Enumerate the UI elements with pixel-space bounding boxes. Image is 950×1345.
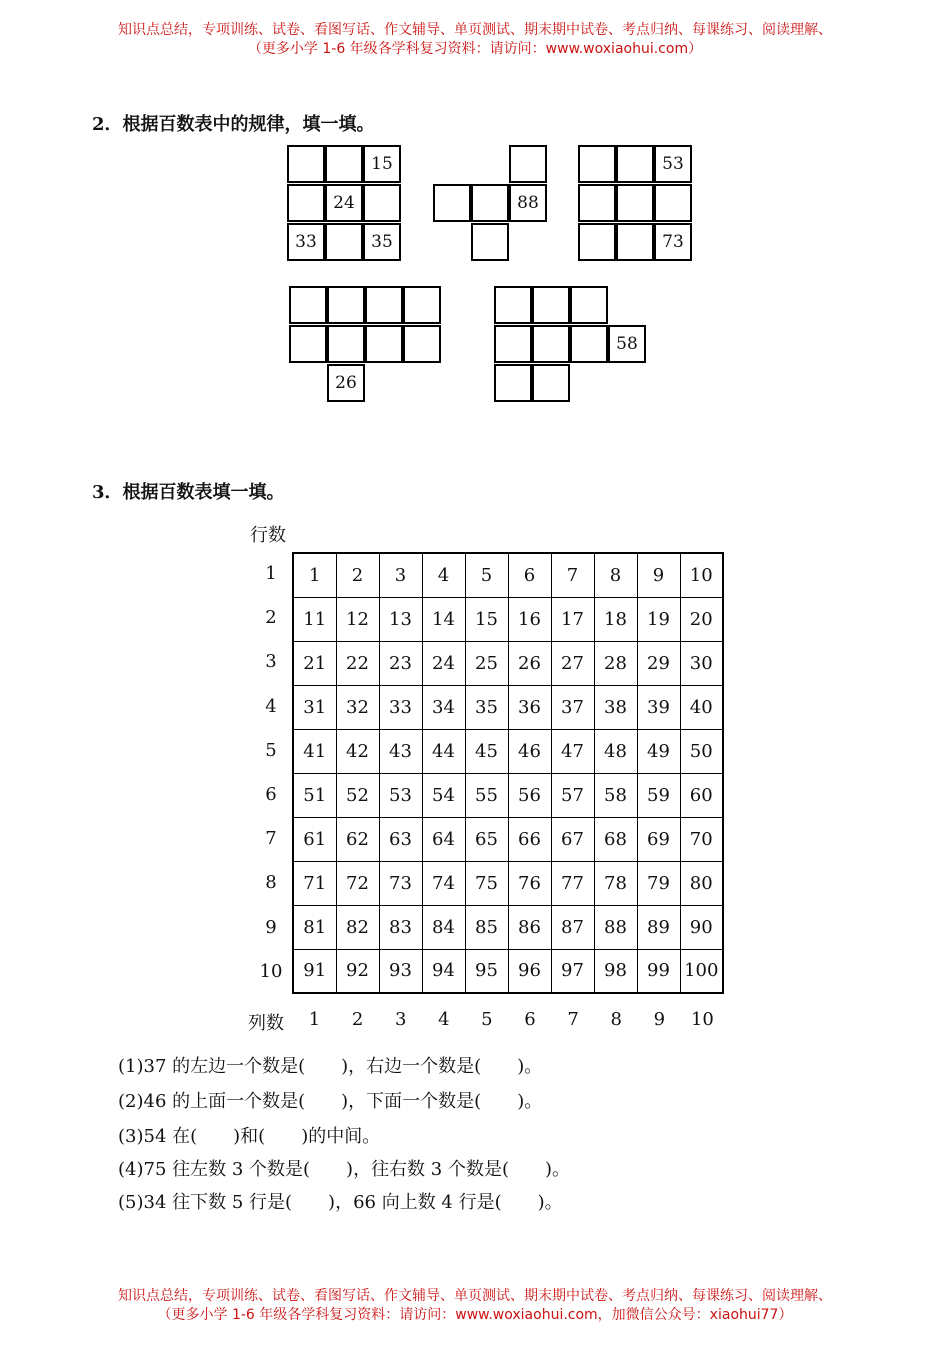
header-banner-line1: 知识点总结，专项训练、试卷、看图写话、作文辅导、单页测试、期末期中试卷、考点归纳、每课练习、阅读理解、: [118, 22, 832, 38]
table-row: [293, 729, 723, 773]
fragment-cell: 53: [654, 145, 692, 183]
fragment-cell: [494, 325, 532, 363]
table-cell: 45: [465, 729, 508, 773]
table-cell: 83: [379, 905, 422, 949]
table-row: [293, 553, 723, 597]
table-cell: 20: [680, 597, 723, 641]
fragment-cell: [363, 184, 401, 222]
table-cell: 33: [379, 685, 422, 729]
col-label: 9: [653, 1009, 666, 1030]
row-label: 5: [265, 739, 277, 761]
table-cell: 40: [680, 685, 723, 729]
table-cell: 9: [637, 553, 680, 597]
fragment-cell: [287, 145, 325, 183]
table-cell: 56: [508, 773, 551, 817]
fragment-cell: [616, 223, 654, 261]
table-cell: 93: [379, 949, 422, 993]
table-cell: 6: [508, 553, 551, 597]
table-cell: 4: [422, 553, 465, 597]
fragment-cell: [570, 286, 608, 324]
table-cell: 19: [637, 597, 680, 641]
fragment-cell: [365, 286, 403, 324]
table-cell: 36: [508, 685, 551, 729]
table-cell: 67: [551, 817, 594, 861]
fragment-cell: [532, 364, 570, 402]
fragment-cell: 15: [363, 145, 401, 183]
table-cell: 92: [336, 949, 379, 993]
table-cell: 46: [508, 729, 551, 773]
table-cell: 72: [336, 861, 379, 905]
table-cell: 57: [551, 773, 594, 817]
row-label: 10: [259, 960, 283, 982]
table-cell: 58: [594, 773, 637, 817]
table-cell: 87: [551, 905, 594, 949]
table-cell: 42: [336, 729, 379, 773]
table-cell: 59: [637, 773, 680, 817]
table-cell: 54: [422, 773, 465, 817]
table-cell: 64: [422, 817, 465, 861]
table-cell: 12: [336, 597, 379, 641]
table-row: [293, 641, 723, 685]
fragment-cell: [327, 325, 365, 363]
fragment-cell: [325, 145, 363, 183]
fragment-cell: [616, 184, 654, 222]
question-3-5: (5)34 往下数 5 行是( )，66 向上数 4 行是( )。: [118, 1192, 563, 1213]
table-cell: 89: [637, 905, 680, 949]
table-cell: 82: [336, 905, 379, 949]
table-cell: 75: [465, 861, 508, 905]
table-cell: 14: [422, 597, 465, 641]
table-cell: 23: [379, 641, 422, 685]
table-cell: 37: [551, 685, 594, 729]
fragment-cell: [616, 145, 654, 183]
table-cell: 90: [680, 905, 723, 949]
table-cell: 8: [594, 553, 637, 597]
table-cell: 2: [336, 553, 379, 597]
fragment-cell: 58: [608, 325, 646, 363]
fragment-cell: [578, 223, 616, 261]
table-cell: 11: [293, 597, 336, 641]
fragment-cell: [578, 145, 616, 183]
table-cell: 32: [336, 685, 379, 729]
row-label: 9: [265, 916, 277, 938]
question-3-4: (4)75 往左数 3 个数是( )，往右数 3 个数是( )。: [118, 1159, 571, 1180]
col-label: 1: [308, 1009, 321, 1030]
table-cell: 51: [293, 773, 336, 817]
fragment-cell: [509, 145, 547, 183]
fragment-cell: [365, 325, 403, 363]
table-cell: 55: [465, 773, 508, 817]
table-cell: 77: [551, 861, 594, 905]
table-cell: 73: [379, 861, 422, 905]
table-cell: 31: [293, 685, 336, 729]
table-row: [293, 773, 723, 817]
col-axis-title: 列数: [248, 1013, 284, 1034]
fragment-cell: [287, 184, 325, 222]
col-label: 7: [567, 1009, 579, 1030]
question-3-heading: 3．根据百数表填一填。: [92, 482, 285, 503]
table-cell: 48: [594, 729, 637, 773]
table-cell: 13: [379, 597, 422, 641]
question-3-3: (3)54 在( )和( )的中间。: [118, 1126, 381, 1147]
row-label: 2: [265, 607, 277, 629]
table-row: [293, 597, 723, 641]
table-cell: 97: [551, 949, 594, 993]
fragment-cell: [578, 184, 616, 222]
table-cell: 66: [508, 817, 551, 861]
question-3-1: (1)37 的左边一个数是( )，右边一个数是( )。: [118, 1056, 543, 1077]
table-cell: 52: [336, 773, 379, 817]
table-cell: 74: [422, 861, 465, 905]
table-cell: 85: [465, 905, 508, 949]
table-cell: 53: [379, 773, 422, 817]
fragment-a: [287, 145, 401, 263]
table-row: [293, 817, 723, 861]
row-axis-title: 行数: [250, 525, 286, 546]
fragment-cell: [403, 286, 441, 324]
table-cell: 1: [293, 553, 336, 597]
table-cell: 29: [637, 641, 680, 685]
table-cell: 76: [508, 861, 551, 905]
table-cell: 98: [594, 949, 637, 993]
table-cell: 69: [637, 817, 680, 861]
footer-banner-line1: 知识点总结，专项训练、试卷、看图写话、作文辅导、单页测试、期末期中试卷、考点归纳、每课练习、阅读理解、: [118, 1288, 832, 1304]
table-cell: 26: [508, 641, 551, 685]
table-cell: 71: [293, 861, 336, 905]
table-cell: 100: [680, 949, 723, 993]
fragment-cell: 24: [325, 184, 363, 222]
fragment-cell: 35: [363, 223, 401, 261]
table-cell: 44: [422, 729, 465, 773]
col-label: 8: [610, 1009, 622, 1030]
question-2-heading: 2．根据百数表中的规律，填一填。: [92, 114, 375, 135]
table-cell: 25: [465, 641, 508, 685]
table-cell: 38: [594, 685, 637, 729]
table-cell: 15: [465, 597, 508, 641]
table-cell: 80: [680, 861, 723, 905]
fragment-cell: [494, 286, 532, 324]
table-row: [293, 861, 723, 905]
table-cell: 30: [680, 641, 723, 685]
table-cell: 61: [293, 817, 336, 861]
fragment-cell: [471, 223, 509, 261]
table-row: [293, 905, 723, 949]
table-cell: 18: [594, 597, 637, 641]
question-3-2: (2)46 的上面一个数是( )，下面一个数是( )。: [118, 1091, 543, 1112]
fragment-cell: [289, 325, 327, 363]
fragment-cell: [327, 286, 365, 324]
row-label: 7: [265, 828, 277, 850]
table-cell: 62: [336, 817, 379, 861]
table-cell: 5: [465, 553, 508, 597]
col-label: 3: [394, 1009, 407, 1030]
row-label: 4: [265, 695, 277, 717]
col-label: 5: [481, 1009, 493, 1030]
row-label: 1: [265, 563, 277, 584]
table-cell: 49: [637, 729, 680, 773]
col-label: 4: [438, 1009, 450, 1030]
fragment-cell: [532, 325, 570, 363]
fragment-cell: [403, 325, 441, 363]
table-cell: 39: [637, 685, 680, 729]
table-cell: 95: [465, 949, 508, 993]
fragment-cell: [654, 184, 692, 222]
table-cell: 10: [680, 553, 723, 597]
header-banner-line2: （更多小学 1-6 年级各学科复习资料：请访问：www.woxiaohui.com）: [247, 41, 703, 57]
table-cell: 68: [594, 817, 637, 861]
table-cell: 65: [465, 817, 508, 861]
fragment-cell: [532, 286, 570, 324]
table-cell: 60: [680, 773, 723, 817]
col-label: 10: [690, 1009, 714, 1030]
fragment-e: [494, 286, 646, 404]
table-cell: 7: [551, 553, 594, 597]
col-label: 6: [524, 1009, 536, 1030]
table-cell: 35: [465, 685, 508, 729]
table-cell: 70: [680, 817, 723, 861]
table-cell: 17: [551, 597, 594, 641]
table-cell: 27: [551, 641, 594, 685]
table-cell: 63: [379, 817, 422, 861]
fragment-cell: 26: [327, 364, 365, 402]
table-cell: 28: [594, 641, 637, 685]
table-cell: 88: [594, 905, 637, 949]
table-cell: 84: [422, 905, 465, 949]
table-row: [293, 685, 723, 729]
fragment-b: [433, 145, 548, 263]
table-cell: 86: [508, 905, 551, 949]
table-cell: 21: [293, 641, 336, 685]
fragment-cell: [289, 286, 327, 324]
footer-banner-line2: （更多小学 1-6 年级各学科复习资料：请访问：www.woxiaohui.com，加微信公众号：xiaohui77）: [157, 1307, 793, 1323]
fragment-cell: [471, 184, 509, 222]
table-cell: 99: [637, 949, 680, 993]
table-cell: 34: [422, 685, 465, 729]
table-cell: 94: [422, 949, 465, 993]
row-label: 3: [265, 651, 277, 673]
hundred-chart-table: [292, 552, 724, 994]
fragment-c: [578, 145, 693, 263]
table-cell: 24: [422, 641, 465, 685]
fragment-cell: 88: [509, 184, 547, 222]
table-cell: 16: [508, 597, 551, 641]
row-label: 8: [265, 872, 277, 894]
col-label: 2: [351, 1009, 364, 1030]
table-cell: 81: [293, 905, 336, 949]
fragment-cell: [433, 184, 471, 222]
table-cell: 43: [379, 729, 422, 773]
table-row: [293, 949, 723, 993]
fragment-d: [289, 286, 441, 404]
fragment-cell: 73: [654, 223, 692, 261]
table-cell: 47: [551, 729, 594, 773]
fragment-cell: [494, 364, 532, 402]
table-cell: 22: [336, 641, 379, 685]
table-cell: 96: [508, 949, 551, 993]
table-cell: 91: [293, 949, 336, 993]
table-cell: 79: [637, 861, 680, 905]
table-cell: 78: [594, 861, 637, 905]
table-cell: 3: [379, 553, 422, 597]
fragment-cell: [325, 223, 363, 261]
table-cell: 41: [293, 729, 336, 773]
fragment-cell: [570, 325, 608, 363]
table-cell: 50: [680, 729, 723, 773]
row-label: 6: [265, 784, 277, 805]
fragment-cell: 33: [287, 223, 325, 261]
